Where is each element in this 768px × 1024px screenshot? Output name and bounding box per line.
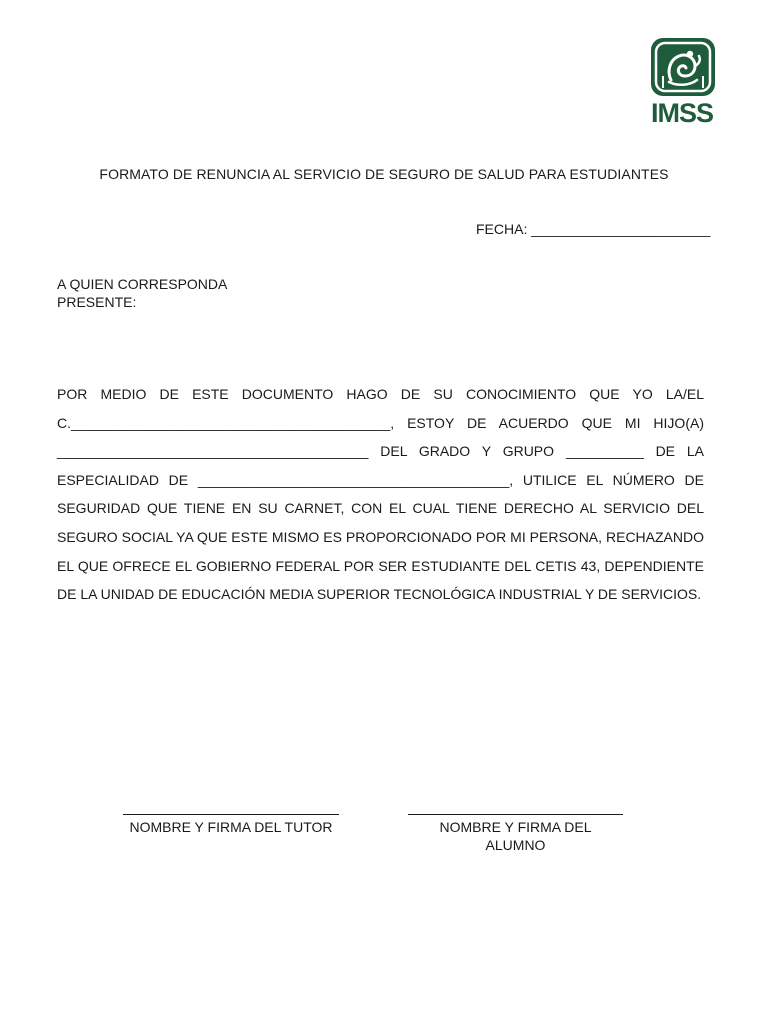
signature-line <box>408 814 623 815</box>
imss-logo-text: IMSS <box>650 98 713 128</box>
signature-tutor <box>123 814 339 836</box>
body-line: DE LA UNIDAD DE EDUCACIÓN MEDIA SUPERIOR TECNOLÓGICA INDUSTRIAL Y DE SERVICIOS. <box>57 586 702 603</box>
document-title: FORMATO DE RENUNCIA AL SERVICIO DE SEGURO DE SALUD PARA ESTUDIANTES <box>99 166 669 182</box>
body-line: SEGURIDAD QUE TIENE EN SU CARNET, CON EL CUAL TIENE DERECHO AL SERVICIO DEL <box>57 500 704 517</box>
imss-emblem-icon <box>649 36 717 98</box>
signature-alumno-label: NOMBRE Y FIRMA DEL ALUMNO <box>439 819 592 853</box>
signature-alumno <box>408 814 623 854</box>
imss-logo <box>645 36 719 130</box>
addressee-line: A QUIEN CORRESPONDA <box>57 276 228 292</box>
presente-line: PRESENTE: <box>57 294 137 310</box>
body-paragraph <box>57 380 704 609</box>
body-line: POR MEDIO DE ESTE DOCUMENTO HAGO DE SU CONOCIMIENTO QUE YO LA/EL <box>57 386 704 402</box>
body-line: SEGURO SOCIAL YA QUE ESTE MISMO ES PROPORCIONADO POR MI PERSONA, RECHAZANDO <box>57 528 704 545</box>
signature-line <box>123 814 339 815</box>
body-line: EL QUE OFRECE EL GOBIERNO FEDERAL POR SER ESTUDIANTE DEL CETIS 43, DEPENDIENTE <box>57 557 704 574</box>
body-line: C._________________________________________, ESTOY DE ACUERDO QUE MI HIJO(A) <box>57 414 704 431</box>
signature-tutor-label: NOMBRE Y FIRMA DEL TUTOR <box>129 819 333 835</box>
addressee-block <box>57 275 227 311</box>
date-field: FECHA: _______________________ <box>476 221 711 237</box>
body-line: ESPECIALIDAD DE ________________________________________, UTILICE EL NÚMERO DE <box>57 471 704 488</box>
body-line: ________________________________________ DEL GRADO Y GRUPO __________ DE LA <box>57 443 704 460</box>
